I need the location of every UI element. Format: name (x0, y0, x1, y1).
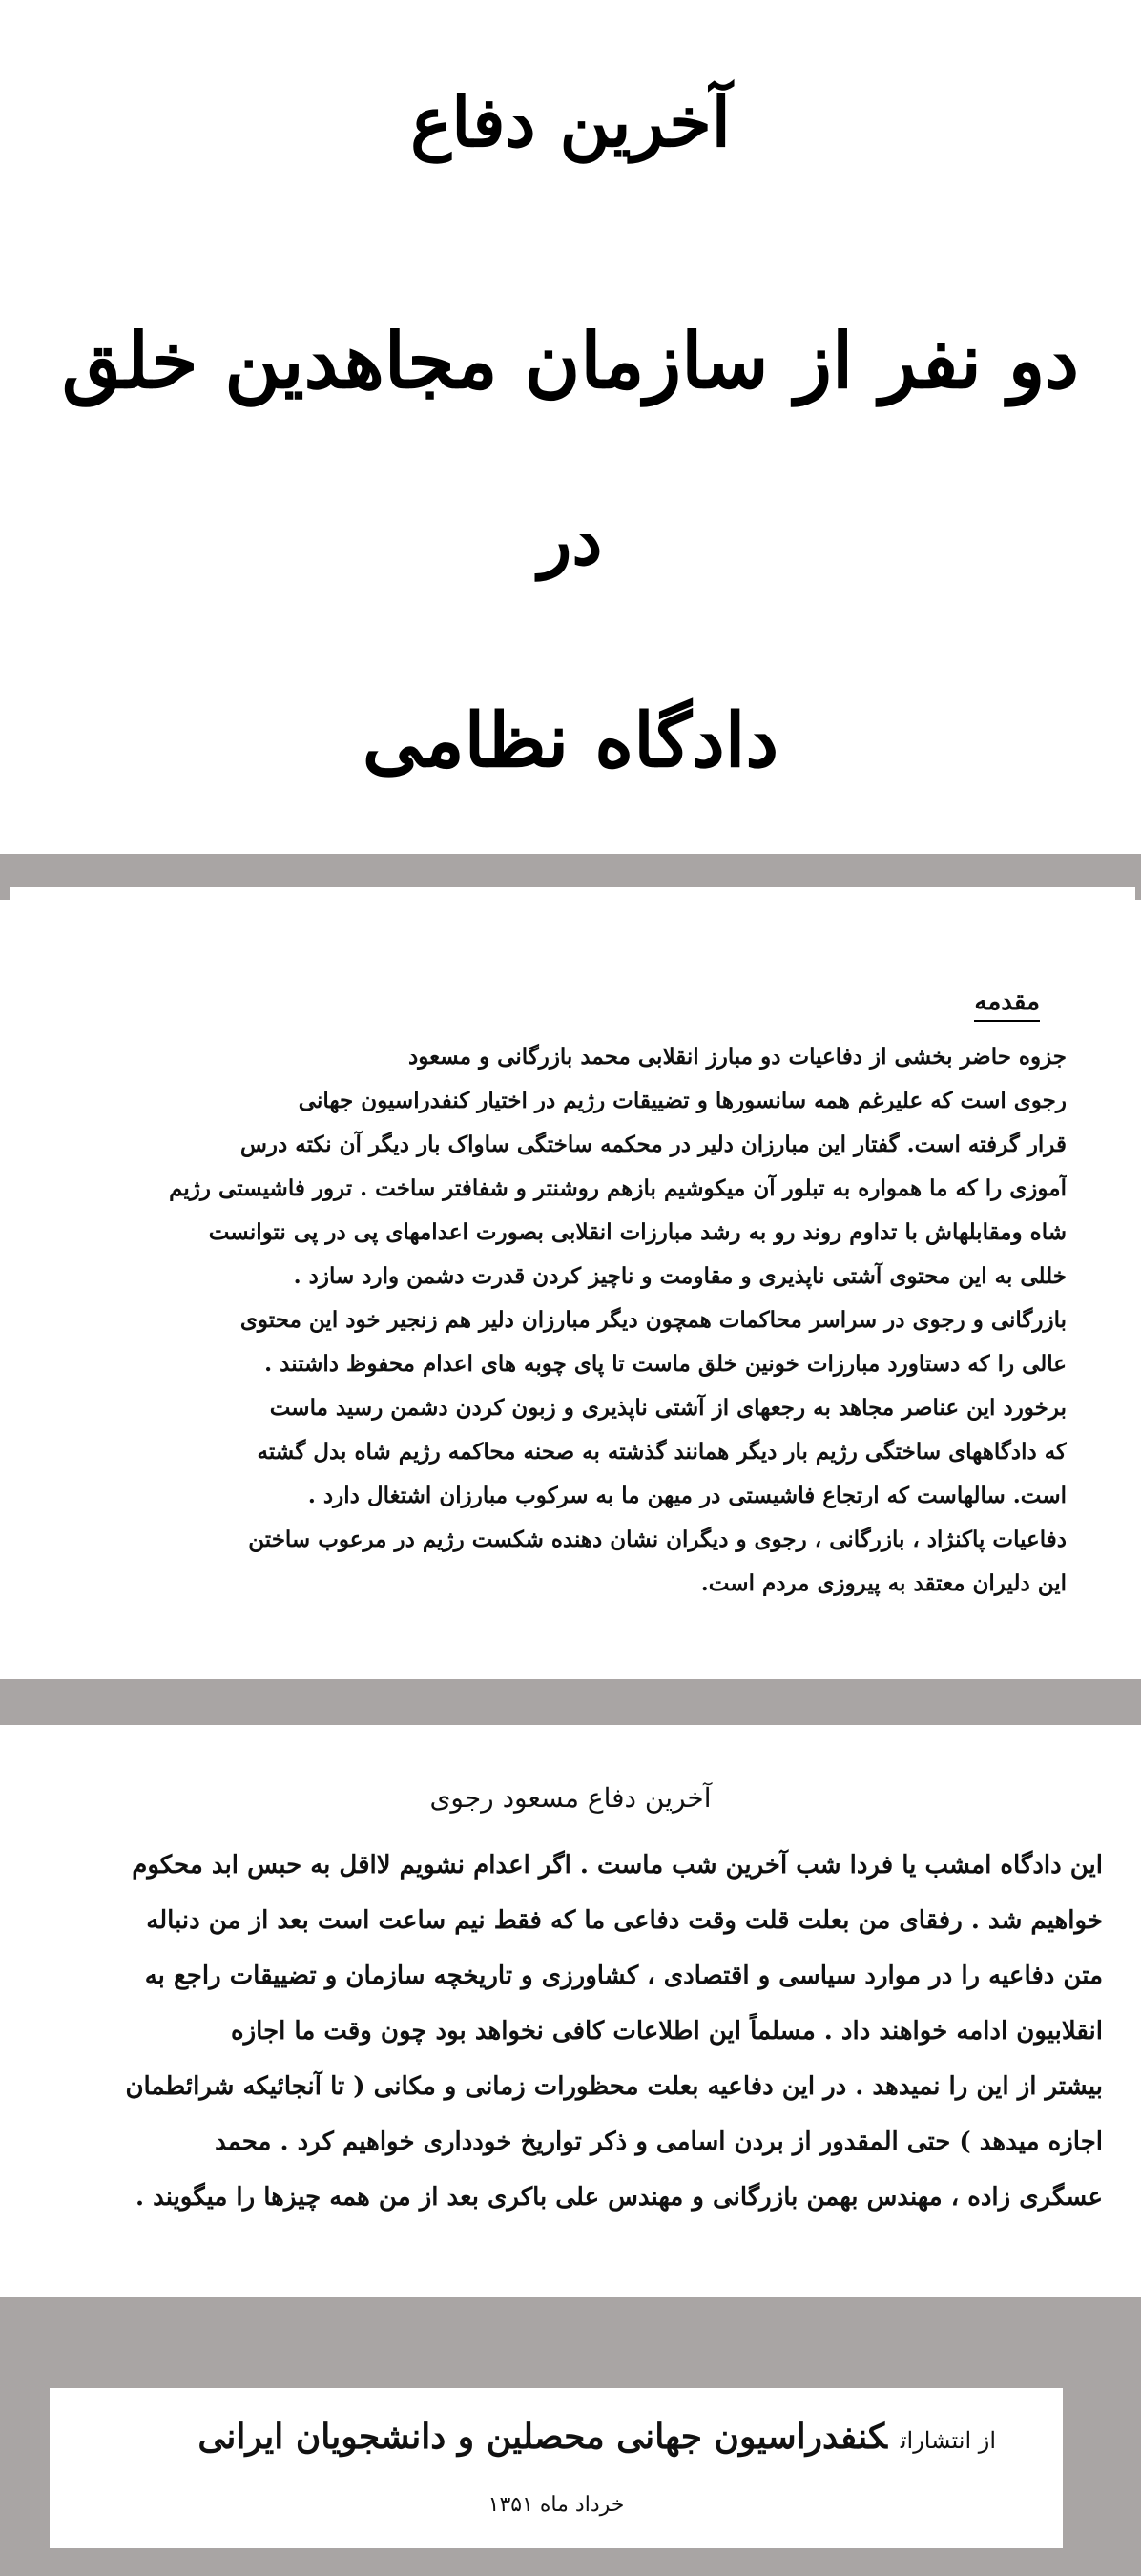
publication-date: خرداد ماه ۱۳۵۱ (488, 2493, 625, 2517)
text-line: عالی را که دستاورد مبارزات خونین خلق ماست تا پای چوبه های اعدام محفوظ داشتند . (264, 1351, 1067, 1377)
text-line: این دلیران معتقد به پیروزی مردم است. (700, 1570, 1067, 1596)
defence-heading: آخرین دفاع مسعود رجوی (429, 1782, 712, 1814)
text-line: بازرگانی و رجوی در سراسر محاکمات همچون دیگر مبارزان دلیر هم زنجیر خود این محتوی (239, 1307, 1067, 1333)
defence-body (38, 1838, 1103, 2225)
text-line: شاه ومقابلهاش با تداوم روند رو به رشد مبارزات انقلابی بصورت اعدامهای پی در پی نتوانست (208, 1219, 1067, 1245)
text-line: که دادگاههای ساختگی رژیم بار دیگر همانند گذشته به صحنه محاکمه رژیم شاه بدل گشته (257, 1439, 1067, 1465)
text-line: عسگری زاده ، مهندس بهمن بازرگانی و مهندس علی باکری بعد از من همه چیزها را میگویند . (135, 2183, 1103, 2212)
text-line: است. سالهاست که ارتجاع فاشیستی در میهن ما به سرکوب مبارزان اشتغال دارد . (307, 1483, 1067, 1508)
publisher-line (197, 2417, 996, 2457)
intro-page (10, 887, 1135, 1679)
page-separator (0, 1679, 1141, 1725)
text-line: این دادگاه امشب یا فردا شب آخرین شب ماست . اگر اعدام نشویم لااقل به حبس ابد محکوم (132, 1851, 1103, 1880)
text-line: بیشتر از این را نمیدهد . در این دفاعیه بعلت محظورات زمانی و مکانی ( تا آنجائیکه شرائطمان (125, 2072, 1103, 2101)
text-line: جزوه حاضر بخشی از دفاعیات دو مبارز انقلابی محمد بازرگانی و مسعود (408, 1044, 1067, 1070)
text-line: خللی به این محتوی آشتی ناپذیری و مقاومت و ناچیز کردن قدرت دشمن وارد سازد . (293, 1263, 1067, 1289)
publisher-box (50, 2388, 1063, 2548)
book-title: آخرین دفاع (410, 81, 731, 162)
publisher-prefix: از انتشارات (900, 2427, 996, 2454)
publisher-name: کنفدراسیون جهانی محصلین و دانشجویان ایرانی (197, 2417, 887, 2457)
defence-page (0, 1725, 1141, 2297)
intro-body (50, 1035, 1067, 1606)
text-line: اجازه میدهد ) حتی المقدور از بردن اسامی و ذکر تواریخ خودداری خواهیم کرد . محمد (215, 2128, 1103, 2156)
intro-heading: مقدمه (974, 987, 1040, 1022)
book-subtitle-connector: در (538, 499, 603, 580)
text-line: رجوی است که علیرغم همه سانسورها و تضییقات رژیم در اختیار کنفدراسیون جهانی (298, 1088, 1067, 1113)
text-line: خواهیم شد . رفقای من بعلت قلت وقت دفاعی ما که فقط نیم ساعت است بعد از من دنباله (146, 1906, 1103, 1935)
text-line: انقلابیون ادامه خواهند داد . مسلماً این اطلاعات کافی نخواهد بود چون وقت ما اجازه (230, 2017, 1103, 2046)
text-line: برخورد این عناصر مجاهد به رجعهای از آشتی ناپذیری و زبون کردن دشمن رسید ماست (269, 1395, 1067, 1421)
text-line: قرار گرفته است. گفتار این مبارزان دلیر در محکمه ساختگی ساواک بار دیگر آن نکته درس (239, 1132, 1067, 1157)
text-line: آموزی را که ما همواره به تبلور آن میکوشیم بازهم روشنتر و شفافتر ساخت . ترور فاشیستی رژیم (169, 1175, 1067, 1201)
book-subtitle: دو نفر از سازمان مجاهدین خلق (61, 316, 1080, 405)
text-line: متن دفاعیه را در موارد سیاسی و اقتصادی ، کشاورزی و تاریخچه سازمان و تضییقات راجع به (144, 1962, 1103, 1990)
book-subtitle-court: دادگاه نظامی (362, 697, 779, 784)
text-line: دفاعیات پاکنژاد ، بازرگانی ، رجوی و دیگران نشان دهنده شکست رژیم در مرعوب ساختن (248, 1527, 1067, 1552)
